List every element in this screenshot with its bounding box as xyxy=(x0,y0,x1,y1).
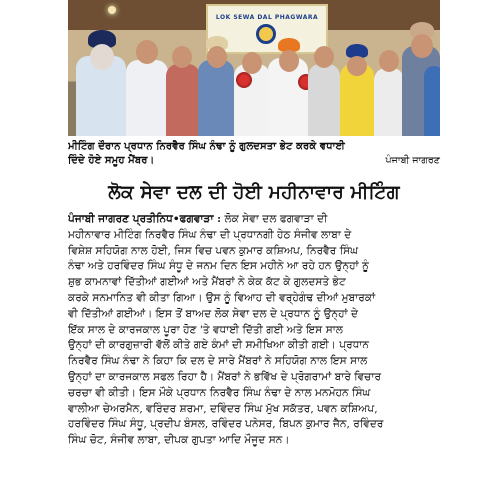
article-line: ਇੱਕ ਸਾਲ ਦੇ ਕਾਰਜਕਾਲ ਪੂਰਾ ਹੋਣ 'ਤੇ ਵਧਾਈ ਦਿੱਤੀ ਗਈ ਅਤੇ ਇਸ ਸਾਲ xyxy=(68,323,343,336)
article-line: ਚਰਚਾ ਵੀ ਕੀਤੀ। ਇਸ ਮੌਕੇ ਪ੍ਰਧਾਨ ਨਿਰਵੈਰ ਸਿੰਘ ਨੰਢਾ ਦੇ ਨਾਲ ਮਨਮੋਹਨ ਸਿੰਘ xyxy=(68,386,371,399)
article-line: ਵਿਸ਼ੇਸ਼ ਸਹਿਯੋਗ ਨਾਲ ਹੋਈ, ਜਿਸ ਵਿਚ ਪਵਨ ਕੁਮਾਰ ਕਸ਼ਿਅਪ, ਨਿਰਵੈਰ ਸਿੰਘ xyxy=(68,244,359,257)
person-head xyxy=(90,44,114,70)
article-line: ਨੰਢਾ ਅਤੇ ਹਰਵਿੰਦਰ ਸਿੰਘ ਸੰਧੂ ਦੇ ਜਨਮ ਦਿਨ ਇਸ ਮਹੀਨੇ ਆ ਰਹੇ ਹਨ ਉਨ੍ਹਾਂ ਨੂੰ xyxy=(68,260,369,273)
person-head xyxy=(207,46,227,68)
article-line: ਉਨ੍ਹਾਂ ਦਾ ਕਾਰਜਕਾਲ ਸਫਲ ਰਿਹਾ ਹੈ। ਮੈਂਬਰਾਂ ਨੇ ਭਵਿੱਖ ਦੇ ਪ੍ਰੋਗਰਾਮਾਂ ਬਾਰੇ ਵਿਚਾਰ xyxy=(68,370,382,383)
person xyxy=(126,60,168,136)
banner-logo xyxy=(256,24,276,44)
person xyxy=(424,66,440,136)
article-line: ਹਰਵਿੰਦਰ ਸਿੰਘ ਸੰਧੂ, ਪ੍ਰਦੀਪ ਬੰਸਲ, ਰਵਿੰਦਰ ਪਨੇਸਰ, ਬਿਪਨ ਕੁਮਾਰ ਜੈਨ, ਰਵਿੰਦਰ xyxy=(68,418,384,431)
person-head xyxy=(172,46,192,68)
banner-text: LOK SEWA DAL PHAGWARA xyxy=(215,14,319,21)
article-body xyxy=(68,212,440,449)
dateline: ਪੰਜਾਬੀ ਜਾਗਰਣ ਪ੍ਰਤੀਨਿਧ•ਫਗਵਾੜਾ : xyxy=(68,213,222,225)
person-head xyxy=(242,52,262,74)
person-head xyxy=(314,46,334,68)
caption-line: ਮੀਟਿੰਗ ਦੌਰਾਨ ਪ੍ਰਧਾਨ ਨਿਰਵੈਰ ਸਿੰਘ ਨੰਢਾ ਨੂੰ ਗੁਲਦਸਤਾ ਭੇਟ ਕਰਕੇ ਵਧਾਈ xyxy=(68,141,346,152)
group-photo xyxy=(68,0,440,136)
article-line-text: ਲੋਕ ਸੇਵਾ ਦਲ ਫਗਵਾੜਾ ਦੀ xyxy=(224,213,328,225)
article-line: ਸ਼ੁਭ ਕਾਮਨਾਵਾਂ ਦਿੱਤੀਆਂ ਗਈਆਂ ਅਤੇ ਮੈਂਬਰਾਂ ਨੇ ਕੇਕ ਕੱਟ ਕੇ ਗੁਲਦਸਤੇ ਭੇਟ xyxy=(68,276,346,289)
person xyxy=(308,64,340,136)
person xyxy=(166,64,200,136)
person xyxy=(374,68,404,136)
person-head xyxy=(411,34,433,58)
photo-caption xyxy=(68,140,440,168)
caption-line: ਦਿੰਦੇ ਹੋਏ ਸਮੂਹ ਮੈਂਬਰ। xyxy=(68,155,155,166)
article-line: ਮਹੀਨਾਵਾਰ ਮੀਟਿੰਗ ਨਿਰਵੈਰ ਸਿੰਘ ਨੰਢਾ ਦੀ ਪ੍ਰਧਾਨਗੀ ਹੇਠ ਸੰਜੀਵ ਲਾਬਾ ਦੇ xyxy=(68,228,352,241)
person-head xyxy=(279,50,299,72)
article-line xyxy=(68,212,440,228)
article-line: ਨਿਰਵੈਰ ਸਿੰਘ ਨੰਢਾ ਨੇ ਕਿਹਾ ਕਿ ਦਲ ਦੇ ਸਾਰੇ ਮੈਂਬਰਾਂ ਨੇ ਸਹਿਯੋਗ ਨਾਲ ਇਸ ਸਾਲ xyxy=(68,355,368,368)
article-line: ਵਾਲੀਆ ਚੇਅਰਮੈਨ, ਵਰਿੰਦਰ ਸ਼ਰਮਾ, ਦਵਿੰਦਰ ਸਿੰਘ ਮੁੱਖ ਸਕੱਤਰ, ਪਵਨ ਕਸ਼ਿਅਪ, xyxy=(68,402,378,415)
photo-credit: ਪੰਜਾਬੀ ਜਾਗਰਣ xyxy=(385,155,440,166)
person xyxy=(198,60,234,136)
person-head xyxy=(136,40,158,64)
article-line: ਸਿੰਘ ਚੋਟ, ਸੰਜੀਵ ਲਾਬਾ, ਦੀਪਕ ਗੁਪਤਾ ਆਦਿ ਮੌਜੂਦ ਸਨ। xyxy=(68,434,290,447)
person-head xyxy=(347,56,367,76)
headline: ਲੋਕ ਸੇਵਾ ਦਲ ਦੀ ਹੋਈ ਮਹੀਨਾਵਾਰ ਮੀਟਿੰਗ xyxy=(108,182,400,203)
article-line: ਵੀ ਦਿੱਤੀਆਂ ਗਈਆਂ। ਇਸ ਤੋਂ ਬਾਅਦ ਲੋਕ ਸੇਵਾ ਦਲ ਦੇ ਪ੍ਰਧਾਨ ਨੂੰ ਉਨ੍ਹਾਂ ਦੇ xyxy=(68,307,358,320)
article-line: ਕਰਕੇ ਸਨਮਾਨਿਤ ਵੀ ਕੀਤਾ ਗਿਆ। ਉਸ ਨੂੰ ਵਿਆਹ ਦੀ ਵਰ੍ਹੇਗੰਢ ਦੀਆਂ ਮੁਬਾਰਕਾਂ xyxy=(68,291,376,304)
bouquet xyxy=(236,72,252,88)
article-line: ਉਨ੍ਹਾਂ ਦੀ ਕਾਰਗੁਜ਼ਾਰੀ ਵੱਲੋਂ ਕੀਤੇ ਗਏ ਕੰਮਾਂ ਦੀ ਸਮੀਖਿਆ ਕੀਤੀ ਗਈ। ਪ੍ਰਧਾਨ xyxy=(68,339,370,352)
person-head xyxy=(379,50,399,72)
